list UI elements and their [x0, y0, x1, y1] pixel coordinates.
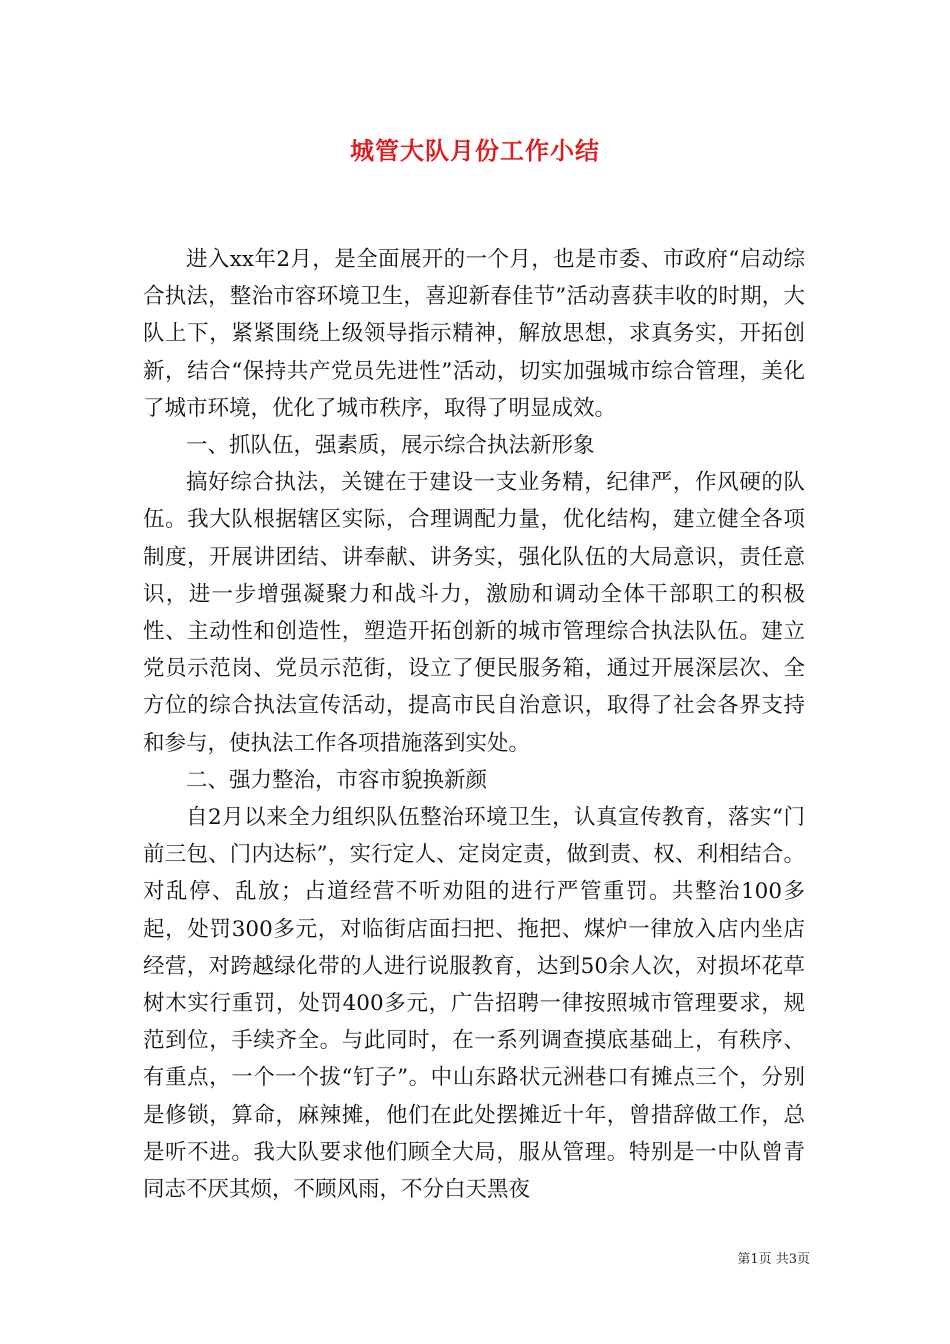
page-number-footer: 第1页 共3页	[737, 1252, 810, 1267]
document-title: 城管大队月份工作小结	[350, 136, 600, 165]
section-heading-1: 一、抓队伍，强素质，展示综合执法新形象	[186, 433, 595, 459]
document-body	[143, 241, 805, 1208]
section-2-paragraph: 自2月以来全力组织队伍整治环境卫生，认真宣传教育，落实“门前三包、门内达标”，实行定人、定岗定责，做到责、权、利相结合。对乱停、乱放；占道经营不听劝阻的进行严管重罚。共整治100多起，处罚300多元，对临街店面扫把、拖把、煤炉一律放入店内坐店经营，对跨越绿化带的人进行说服教育，达到50余人次，对损坏花草树木实行重罚，处罚400多元，广告招聘一律按照城市管理要求，规范到位，手续齐全。与此同时，在一系列调查摸底基础上，有秩序、有重点，一个一个拔“钉子”。中山东路状元洲巷口有摊点三个，分别是修锁，算命，麻辣摊，他们在此处摆摊近十年，曾措辞做工作，总是听不进。我大队要求他们顾全大局，服从管理。特别是一中队曾青同志不厌其烦，不顾风雨，不分白天黑夜	[143, 805, 805, 1203]
intro-paragraph: 进入xx年2月，是全面展开的一个月，也是市委、市政府“启动综合执法，整治市容环境卫生，喜迎新春佳节”活动喜获丰收的时期，大队上下，紧紧围绕上级领导指示精神，解放思想，求真务实，开拓创新，结合“保持共产党员先进性”活动，切实加强城市综合管理，美化了城市环境，优化了城市秩序，取得了明显成效。	[143, 247, 805, 421]
section-1-paragraph: 搞好综合执法，关键在于建设一支业务精，纪律严，作风硬的队伍。我大队根据辖区实际，合理调配力量，优化结构，建立健全各项制度，开展讲团结、讲奉献、讲务实，强化队伍的大局意识，责任意识，进一步增强凝聚力和战斗力，激励和调动全体干部职工的积极性、主动性和创造性，塑造开拓创新的城市管理综合执法队伍。建立党员示范岗、党员示范街，设立了便民服务箱，通过开展深层次、全方位的综合执法宣传活动，提高市民自治意识，取得了社会各界支持和参与，使执法工作各项措施落到实处。	[143, 470, 805, 756]
section-heading-2: 二、强力整治，市容市貌换新颜	[186, 767, 488, 793]
